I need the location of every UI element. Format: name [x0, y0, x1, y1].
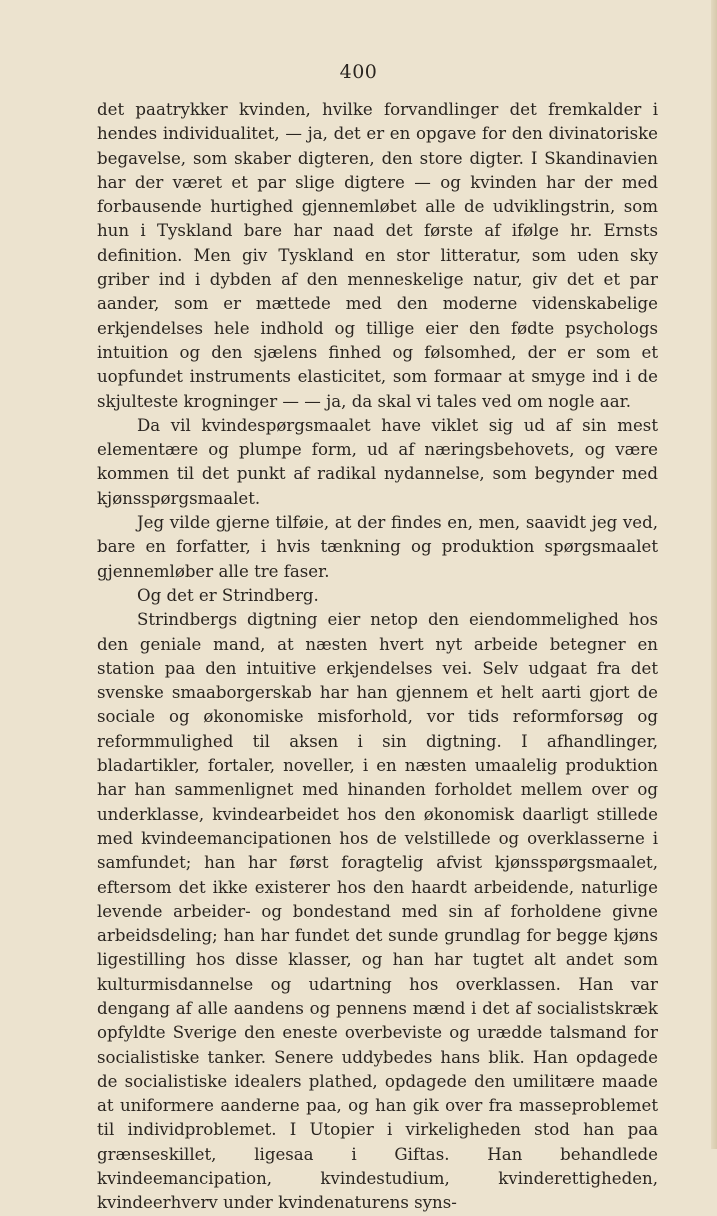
paragraph-continuation: det paatrykker kvinden, hvilke forvandlinger det fremkalder i hendes individualitet, — ja, det er en opgave for den divinatoriske begavelse, som skaber digteren, den store digter. I Skandinavien har der været et par slige digtere — og kvinden har der med forbausende hurtighed gjennemløbet alle de udviklingstrin, som hun i Tyskland bare har naad det første af ifølge hr. Ernsts definition. Men giv Tyskland en stor litteratur, som uden sky griber ind i dybden af den menneskelige natur, giv det et par aander, som er mættede med den moderne videnskabelige erkjendelses hele indhold og tillige eier den fødte psychologs intuition og den sjælens finhed og følsomhed, der er som et uopfundet instruments elasticitet, som formaar at smyge ind i de skjulteste krogninger — — ja, da skal vi tales ved om nogle aar.: [97, 100, 658, 411]
paragraph: Strindbergs digtning eier netop den eiendommelighed hos den geniale mand, at næsten hvert nyt arbeide betegner en station paa den intuitive erkjendelses vei. Selv udgaat fra det svenske smaaborgerskab har han gjennem et helt aarti gjort de sociale og økonomiske misforhold, vor tids reformforsøg og reformmulighed til aksen i sin digtning. I afhandlinger, bladartikler, fortaler, noveller, i en næsten umaalelig produktion har han sammenlignet med hinanden forholdet mellem over og underklasse, kvindearbeidet hos den økonomisk daarligt stillede med kvindeemancipationen hos de velstillede og overklasserne i samfundet; han har først foragtelig afvist kjønsspørgsmaalet, eftersom det ikke existerer hos den haardt arbeidende, naturlige levende arbeider- og bondestand med sin af forholdene givne arbeidsdeling; han har fundet det sunde grundlag for begge kjøns ligestilling hos disse klasser, og han har tugtet alt andet som kulturmisdannelse og udartning hos overklassen. Han var dengang af alle aandens og pennens mænd i det af socialistskræk opfyldte Sverige den eneste overbeviste og urædde talsmand for socialistiske tanker. Senere uddybedes hans blik. Han opdagede de socialistiske idealers plathed, opdagede den umilitære maade at uniformere aanderne paa, og han gik over fra masseproblemet til individproblemet. I Utopier i virkeligheden stod han paa grænseskillet, ligesaa i Giftas. Han behandlede kvindeemancipation, kvindestudium, kvinderettigheden, kvindeerhverv under kvindenaturens syns-: [97, 610, 658, 1213]
paragraph: Og det er Strindberg.: [137, 585, 319, 605]
page-edge: [711, 0, 717, 1149]
body-text: [97, 98, 658, 1216]
paragraph: Jeg vilde gjerne tilføie, at der findes en, men, saavidt jeg ved, bare en forfatter, i hvis tænkning og produktion spørgsmaalet gjennemløber alle tre faser.: [97, 513, 658, 581]
page-number: 400: [339, 61, 378, 83]
paragraph: Da vil kvindespørgsmaalet have viklet sig ud af sin mest elementære og plumpe form, ud af næringsbehovets, og være kommen til det punkt af radikal nydannelse, som begynder med kjønsspørgsmaalet.: [97, 415, 658, 508]
